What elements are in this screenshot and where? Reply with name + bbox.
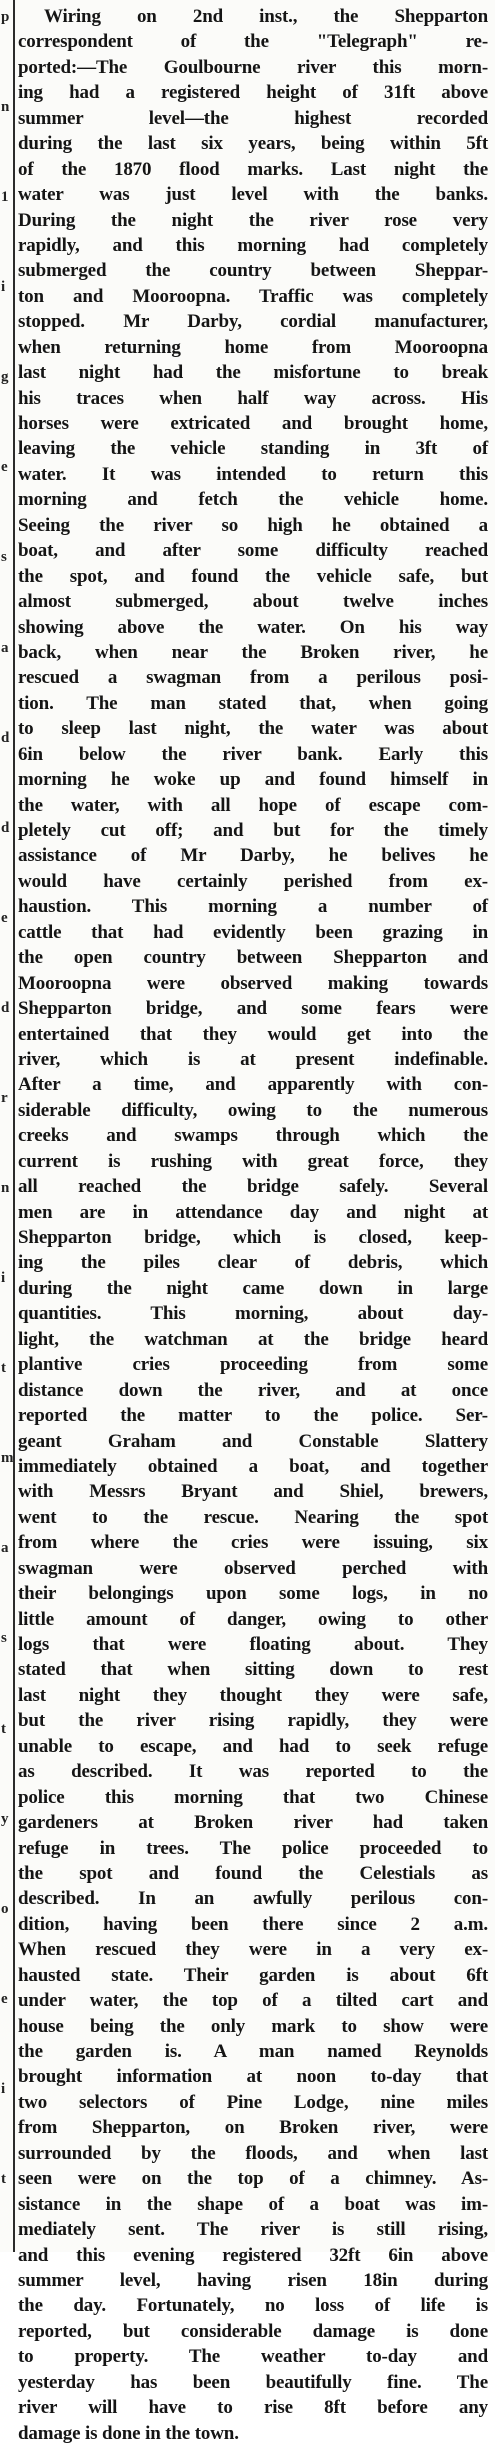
article-text-column xyxy=(18,4,488,2446)
article-line: as described. It was reported to the xyxy=(18,1761,488,1783)
article-line: creeks and swamps through which the xyxy=(18,1125,488,1147)
article-line: last night they thought they were safe, xyxy=(18,1684,488,1706)
article-line: the spot, and found the vehicle safe, but xyxy=(18,565,488,587)
article-line: police this morning that two Chinese xyxy=(18,1786,488,1808)
article-line: two selectors of Pine Lodge, nine miles xyxy=(18,2091,488,2113)
article-line: ported:—The Goulbourne river this morn- xyxy=(18,56,488,78)
article-line: morning and fetch the vehicle home. xyxy=(18,489,488,511)
article-line: brought information at noon to-day that xyxy=(18,2066,488,2088)
article-line: cattle that had evidently been grazing in xyxy=(18,921,488,943)
article-line: distance down the river, and at once xyxy=(18,1379,488,1401)
article-line: stopped. Mr Darby, cordial manufacturer, xyxy=(18,311,488,333)
previous-column-fragment: n xyxy=(1,1180,10,1196)
previous-column-fragment: t xyxy=(1,1721,6,1737)
article-line: water. It was intended to return this xyxy=(18,463,488,485)
article-line: current is rushing with great force, they xyxy=(18,1150,488,1172)
article-line: summer level—the highest recorded xyxy=(18,107,488,129)
previous-column-fragment: 1 xyxy=(1,189,9,205)
article-line: damage is done in the town. xyxy=(18,2422,239,2444)
article-line: their belongings upon some logs, in no xyxy=(18,1583,488,1605)
article-line: correspondent of the "Telegraph" re- xyxy=(18,31,488,53)
article-line: plantive cries proceeding from some xyxy=(18,1354,488,1376)
previous-column-fragment: m xyxy=(1,1450,14,1466)
article-line: men are in attendance day and night at xyxy=(18,1201,488,1223)
previous-column-fragment: e xyxy=(1,1991,8,2007)
previous-column-fragment: s xyxy=(1,1630,7,1646)
previous-column-fragment: e xyxy=(1,459,8,475)
article-line: his traces when half way across. His xyxy=(18,387,488,409)
article-line: during the night came down in large xyxy=(18,1277,488,1299)
article-line: immediately obtained a boat, and together xyxy=(18,1455,488,1477)
article-line: horses were extricated and brought home, xyxy=(18,413,488,434)
previous-column-fragment: a xyxy=(1,1540,9,1556)
previous-column-fragment: t xyxy=(1,1360,6,1376)
article-line: quantities. This morning, about day- xyxy=(18,1303,488,1325)
article-line: hausted state. Their garden is about 6ft xyxy=(18,1964,488,1986)
article-line: the open country between Shepparton and xyxy=(18,947,488,969)
article-line: rescued a swagman from a perilous posi- xyxy=(18,667,488,689)
previous-column-fragment: a xyxy=(1,640,9,656)
article-line: during the last six years, being within 5ft xyxy=(18,133,488,155)
previous-column-fragment: i xyxy=(1,1270,6,1286)
article-line: stated that when sitting down to rest xyxy=(18,1659,488,1681)
article-line: reported the matter to the police. Ser- xyxy=(18,1405,488,1427)
article-line: under water, the top of a tilted cart and xyxy=(18,1990,488,2012)
previous-column-fragment: e xyxy=(1,910,8,926)
article-line: logs that were floating about. They xyxy=(18,1634,488,1655)
article-line: morning he woke up and found himself in xyxy=(18,769,488,791)
article-line: to sleep last night, the water was about xyxy=(18,718,488,740)
article-line: Shepparton bridge, which is closed, keep- xyxy=(18,1227,488,1248)
article-line: the spot and found the Celestials as xyxy=(18,1862,488,1884)
article-line: entertained that they would get into the xyxy=(18,1023,488,1045)
previous-column-edge xyxy=(0,0,12,2252)
article-line: After a time, and apparently with con- xyxy=(18,1074,488,1096)
article-line: river, which is at present indefinable. xyxy=(18,1048,488,1070)
article-line: swagman were observed perched with xyxy=(18,1557,488,1579)
previous-column-fragment: r xyxy=(1,1090,8,1106)
previous-column-fragment: i xyxy=(1,279,6,295)
previous-column-fragment: s xyxy=(1,549,7,565)
article-line: During the night the river rose very xyxy=(18,209,488,231)
previous-column-fragment: d xyxy=(1,820,10,836)
article-line: unable to escape, and had to seek refuge xyxy=(18,1735,488,1757)
article-line: went to the rescue. Nearing the spot xyxy=(18,1506,488,1528)
previous-column-fragment: g xyxy=(1,369,9,385)
article-line: sistance in the shape of a boat was im- xyxy=(18,2193,488,2215)
article-line: from where the cries were issuing, six xyxy=(18,1532,488,1554)
article-line: 6in below the river bank. Early this xyxy=(18,743,488,765)
article-line: light, the watchman at the bridge heard xyxy=(18,1328,488,1350)
article-line: pletely cut off; and but for the timely xyxy=(18,820,488,841)
article-line: to property. The weather to-day and xyxy=(18,2346,488,2368)
article-line: river will have to rise 8ft before any xyxy=(18,2397,488,2419)
article-line: ton and Mooroopna. Traffic was completely xyxy=(18,285,488,307)
article-line: almost submerged, about twelve inches xyxy=(18,591,488,613)
article-line: When rescued they were in a very ex- xyxy=(18,1939,488,1961)
column-rule xyxy=(13,0,15,2252)
article-line: surrounded by the floods, and when last xyxy=(18,2142,488,2164)
article-line: house being the only mark to show were xyxy=(18,2015,488,2037)
article-line: summer level, having risen 18in during xyxy=(18,2269,488,2291)
previous-column-fragment: p xyxy=(1,9,10,25)
article-line: leaving the vehicle standing in 3ft of xyxy=(18,438,488,460)
previous-column-fragment: t xyxy=(1,2171,6,2187)
article-line: showing above the water. On his way xyxy=(18,616,488,638)
article-line: dition, having been there since 2 a.m. xyxy=(18,1913,488,1935)
article-line: yesterday has been beautifully fine. The xyxy=(18,2371,488,2393)
article-line: the water, with all hope of escape com- xyxy=(18,794,488,816)
article-line: when returning home from Mooroopna xyxy=(18,336,488,358)
previous-column-fragment: i xyxy=(1,2081,6,2097)
article-line: geant Graham and Constable Slattery xyxy=(18,1430,488,1452)
article-line: siderable difficulty, owing to the numerous xyxy=(18,1099,488,1121)
article-line: tion. The man stated that, when going xyxy=(18,692,488,714)
article-line: little amount of danger, owing to other xyxy=(18,1608,488,1630)
article-line: refuge in trees. The police proceeded to xyxy=(18,1837,488,1859)
article-line: back, when near the Broken river, he xyxy=(18,641,488,663)
article-line: all reached the bridge safely. Several xyxy=(18,1176,488,1198)
article-line: described. In an awfully perilous con- xyxy=(18,1888,488,1910)
article-line: from Shepparton, on Broken river, were xyxy=(18,2117,488,2139)
article-line: the garden is. A man named Reynolds xyxy=(18,2041,488,2062)
article-line: the day. Fortunately, no loss of life is xyxy=(18,2295,488,2317)
article-line: mediately sent. The river is still rising, xyxy=(18,2219,488,2241)
article-line: rapidly, and this morning had completely xyxy=(18,234,488,256)
article-line: haustion. This morning a number of xyxy=(18,896,488,918)
article-line: Wiring on 2nd inst., the Shepparton xyxy=(44,6,488,27)
article-line: ing had a registered height of 31ft above xyxy=(18,82,488,104)
article-line: with Messrs Bryant and Shiel, brewers, xyxy=(18,1481,488,1503)
article-line: but the river rising rapidly, they were xyxy=(18,1710,488,1732)
article-line: assistance of Mr Darby, he belives he xyxy=(18,845,488,867)
article-line: submerged the country between Sheppar- xyxy=(18,260,488,282)
previous-column-fragment: n xyxy=(1,99,10,115)
article-line: and this evening registered 32ft 6in above xyxy=(18,2244,488,2266)
article-line: water was just level with the banks. xyxy=(18,184,488,206)
article-line: Shepparton bridge, and some fears were xyxy=(18,998,488,1020)
article-line: last night had the misfortune to break xyxy=(18,362,488,384)
previous-column-fragment: d xyxy=(1,1000,10,1016)
article-line: boat, and after some difficulty reached xyxy=(18,540,488,562)
previous-column-fragment: y xyxy=(1,1811,9,1827)
article-line: reported, but considerable damage is done xyxy=(18,2320,488,2342)
article-line: of the 1870 flood marks. Last night the xyxy=(18,158,488,180)
previous-column-fragment: d xyxy=(1,730,10,746)
article-line: would have certainly perished from ex- xyxy=(18,870,488,892)
article-line: seen were on the top of a chimney. As- xyxy=(18,2168,488,2190)
article-line: Seeing the river so high he obtained a xyxy=(18,514,488,536)
article-line: ing the piles clear of debris, which xyxy=(18,1252,488,1274)
previous-column-fragment: o xyxy=(1,1901,9,1917)
article-line: gardeners at Broken river had taken xyxy=(18,1812,488,1834)
article-line: Mooroopna were observed making towards xyxy=(18,972,488,994)
